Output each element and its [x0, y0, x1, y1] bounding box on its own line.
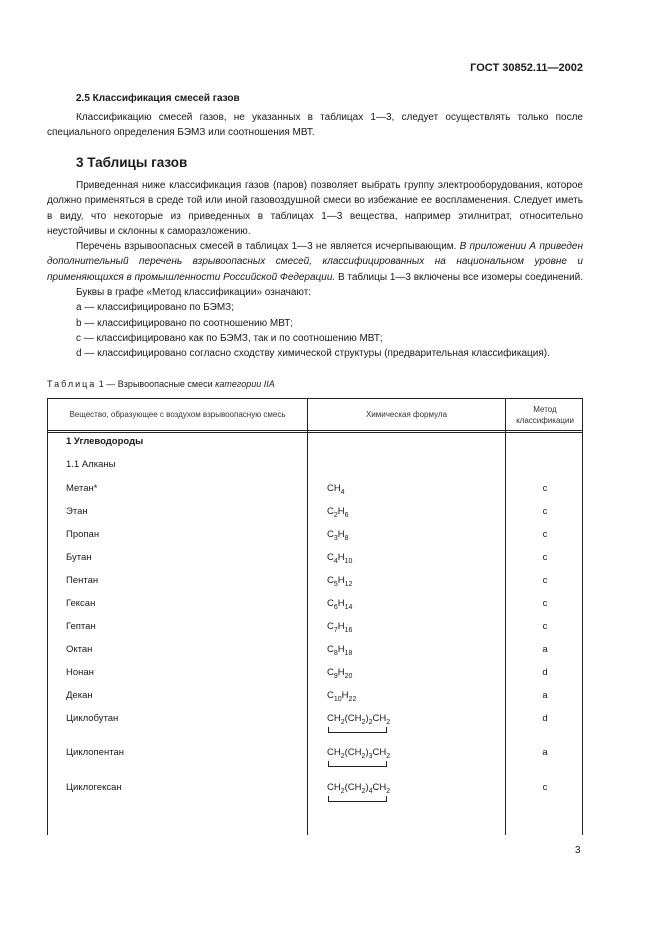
subgroup-label: 1.1 Алканы [66, 459, 116, 470]
formula-subscript: 16 [344, 627, 353, 634]
substance-name: Циклогексан [66, 782, 122, 793]
formula-part: H [337, 644, 345, 655]
chemical-formula [327, 483, 345, 494]
formula-subscript: 22 [348, 696, 357, 703]
document-number: ГОСТ 30852.11—2002 [470, 62, 583, 74]
substance-name: Циклобутан [66, 713, 119, 724]
formula-subscript: 9 [333, 673, 338, 680]
chemical-formula [327, 552, 352, 563]
formula-subscript: 2 [361, 719, 366, 726]
legend-b: b — классифицировано по соотношению МВТ; [76, 317, 294, 329]
classification-method: d [542, 713, 548, 724]
column-header-method: Метод классификации [516, 405, 574, 425]
formula-part: ) [365, 782, 369, 793]
classification-method: c [542, 529, 548, 540]
paragraph-1: Приведенная ниже классификация газов (паров) позволяет выбрать группу электрооборудования, которое должно применяться в среде той или иной газовоздушной смеси во избежание ее воспламенения. Следует иметь в виду, что некоторые из приведенных в таблицах 1—3 вещества, например этилнитрат, относительно неустойчивы и склонны к саморазложению. [47, 180, 583, 237]
substance-name: Пропан [66, 529, 100, 540]
formula-subscript: 2 [368, 719, 373, 726]
formula-part: H [337, 598, 345, 609]
chemical-formula [327, 529, 349, 540]
chemical-formula [327, 621, 352, 632]
formula-subscript: 7 [333, 627, 338, 634]
legend-d: d — классифицировано согласно сходству химической структуры (предварительная классификация). [76, 348, 550, 360]
formula-part: C [327, 621, 334, 632]
substance-name: Бутан [66, 552, 92, 563]
italic-text: В приложении А приведен дополнительный перечень взрывоопасных смесей, классифицированных на национальном уровне и применяющихся в промышленности Российской Федерации. [47, 241, 583, 283]
formula-part: C [327, 690, 334, 701]
formula-part: H [337, 575, 345, 586]
caption-text: 1 — Взрывоопасные смеси [96, 379, 216, 389]
formula-subscript: 2 [361, 753, 366, 760]
classification-method: c [542, 621, 548, 632]
legend-a: a — классифицировано по БЭМЗ; [76, 302, 235, 314]
formula-part: (CH [344, 782, 362, 793]
legend-c: c — классифицировано как по БЭМЗ, так и по соотношению МВТ; [76, 332, 383, 344]
ring-bond-bracket [328, 761, 387, 767]
formula-part: H [337, 529, 345, 540]
formula-subscript: 2 [386, 788, 391, 795]
classification-method: a [542, 690, 548, 701]
paragraph-2 [47, 239, 583, 285]
formula-part: CH [327, 782, 341, 793]
section-heading-2-5: 2.5 Классификация смесей газов [76, 93, 240, 104]
substance-name: Гептан [66, 621, 96, 632]
section-2-5-text [47, 110, 583, 141]
paragraph-3: Буквы в графе «Метод классификации» означают: [76, 287, 312, 299]
formula-subscript: 2 [386, 719, 391, 726]
substance-name: Октан [66, 644, 93, 655]
header-divider [48, 430, 582, 431]
text: Перечень взрывоопасных смесей в таблицах 1—3 не является исчерпывающим. [76, 241, 460, 253]
formula-part: C [327, 644, 334, 655]
formula-subscript: 10 [344, 558, 353, 565]
substance-name: Нонан [66, 667, 94, 678]
chemical-formula [327, 598, 352, 609]
formula-part: CH [327, 713, 341, 724]
formula-part: H [337, 667, 345, 678]
chemical-formula [327, 644, 352, 655]
classification-method: c [542, 506, 548, 517]
formula-part: ) [365, 747, 369, 758]
formula-subscript: 4 [368, 788, 373, 795]
formula-part: CH [372, 747, 387, 758]
formula-part: H [337, 621, 345, 632]
chemical-formula [327, 713, 390, 724]
chemical-formula [327, 506, 349, 517]
formula-part: C [327, 575, 334, 586]
formula-part: C [327, 506, 334, 517]
substance-name: Декан [66, 690, 93, 701]
formula-subscript: 5 [333, 581, 338, 588]
table-caption [47, 379, 275, 389]
classification-method: c [542, 575, 548, 586]
formula-part: C [327, 529, 334, 540]
formula-part: H [337, 506, 345, 517]
formula-part: CH [327, 747, 341, 758]
chemical-formula [327, 782, 390, 793]
formula-subscript: 2 [340, 719, 345, 726]
substance-name: Циклопентан [66, 747, 124, 758]
formula-part: CH [327, 483, 341, 494]
formula-subscript: 8 [344, 535, 349, 542]
formula-subscript: 2 [340, 788, 345, 795]
gas-table [47, 398, 583, 835]
chemical-formula [327, 747, 390, 758]
formula-part: CH [372, 713, 387, 724]
formula-subscript: 18 [344, 650, 353, 657]
formula-subscript: 3 [368, 753, 373, 760]
classification-method: c [542, 552, 548, 563]
formula-subscript: 14 [344, 604, 353, 611]
caption-italic: категории IIA [215, 379, 275, 389]
classification-method: c [542, 483, 548, 494]
chemical-formula [327, 575, 352, 586]
formula-part: H [341, 690, 349, 701]
formula-subscript: 6 [333, 604, 338, 611]
formula-subscript: 2 [386, 753, 391, 760]
text: В таблицы 1—3 включены все изомеры соединений. [335, 271, 584, 283]
formula-part: C [327, 552, 334, 563]
formula-part: C [327, 667, 334, 678]
column-divider [505, 399, 506, 835]
formula-subscript: 2 [333, 512, 338, 519]
formula-part: (CH [344, 713, 362, 724]
page-number: 3 [575, 845, 581, 856]
formula-subscript: 4 [333, 558, 338, 565]
substance-name: Пентан [66, 575, 99, 586]
formula-subscript: 8 [333, 650, 338, 657]
formula-subscript: 2 [361, 788, 366, 795]
column-divider [307, 399, 308, 835]
formula-subscript: 10 [333, 696, 342, 703]
classification-method: a [542, 644, 548, 655]
substance-name: Этан [66, 506, 88, 517]
chemical-formula [327, 690, 356, 701]
formula-subscript: 2 [340, 753, 345, 760]
formula-subscript: 4 [340, 489, 345, 496]
section-3-text [47, 178, 583, 362]
chemical-formula [327, 667, 352, 678]
classification-method: a [542, 747, 548, 758]
column-header-formula: Химическая формула [365, 410, 448, 419]
column-header-substance: Вещество, образующее с воздухом взрывоопасную смесь [69, 410, 286, 419]
formula-subscript: 3 [333, 535, 338, 542]
formula-part: CH [372, 782, 387, 793]
classification-method: c [542, 782, 548, 793]
formula-part: C [327, 598, 334, 609]
group-label: 1 Углеводороды [66, 436, 144, 447]
formula-part: H [337, 552, 345, 563]
formula-subscript: 12 [344, 581, 353, 588]
substance-name: Гексан [66, 598, 96, 609]
section-heading-3: 3 Таблицы газов [76, 155, 188, 170]
formula-part: ) [365, 713, 369, 724]
ring-bond-bracket [328, 727, 387, 733]
paragraph: Классификацию смесей газов, не указанных в таблицах 1—3, следует осуществлять только после специального определения БЭМЗ или соотношения МВТ. [47, 112, 583, 139]
substance-name: Метан* [66, 483, 98, 494]
header-divider [48, 432, 582, 433]
formula-part: (CH [344, 747, 362, 758]
classification-method: d [542, 667, 548, 678]
formula-subscript: 6 [344, 512, 349, 519]
classification-method: c [542, 598, 548, 609]
formula-subscript: 20 [344, 673, 353, 680]
ring-bond-bracket [328, 796, 387, 802]
caption-label: Таблица [47, 379, 97, 389]
